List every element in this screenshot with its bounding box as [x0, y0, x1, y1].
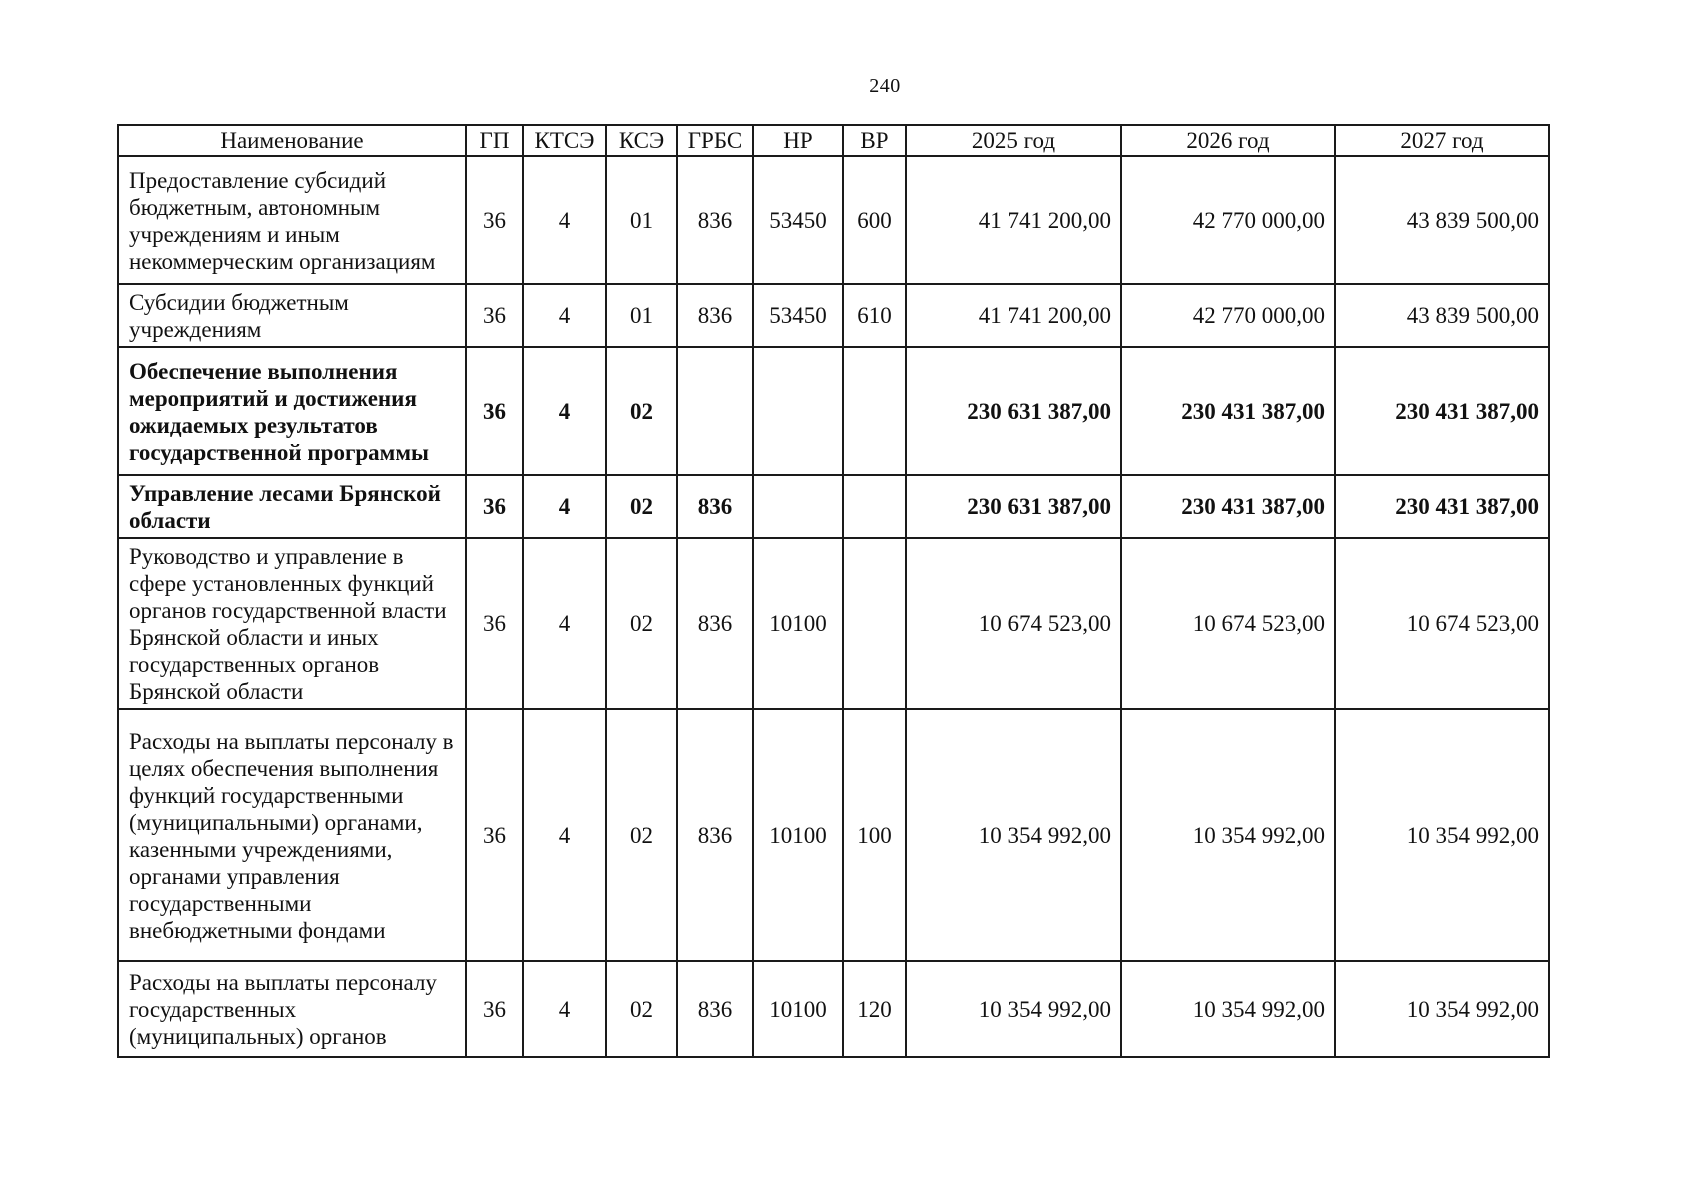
cell-2025: 41 741 200,00: [906, 156, 1121, 284]
cell-ktse: 4: [523, 961, 606, 1057]
cell-grbs: 836: [677, 284, 753, 347]
cell-2026: 10 354 992,00: [1121, 709, 1335, 961]
cell-gp: 36: [466, 709, 523, 961]
cell-ktse: 4: [523, 709, 606, 961]
cell-kse: 02: [606, 347, 677, 475]
table-row: [118, 284, 1549, 347]
cell-2027: 10 354 992,00: [1335, 709, 1549, 961]
cell-2025: 41 741 200,00: [906, 284, 1121, 347]
cell-ktse: 4: [523, 475, 606, 538]
cell-2027: 230 431 387,00: [1335, 475, 1549, 538]
cell-nr: [753, 347, 843, 475]
page-number: 240: [869, 75, 901, 97]
table-row: [118, 475, 1549, 538]
cell-vr: [843, 475, 906, 538]
cell-name: Предоставление субсидий бюджетным, автономным учреждениям и иным некоммерческим организациям: [118, 156, 466, 284]
budget-table: [117, 124, 1550, 1058]
cell-gp: 36: [466, 538, 523, 709]
cell-grbs: 836: [677, 475, 753, 538]
header-2026: 2026 год: [1121, 125, 1335, 156]
cell-2025: 10 354 992,00: [906, 961, 1121, 1057]
table-row: [118, 347, 1549, 475]
cell-nr: 53450: [753, 156, 843, 284]
table-row: [118, 961, 1549, 1057]
header-vr: ВР: [843, 125, 906, 156]
cell-nr: 10100: [753, 538, 843, 709]
cell-vr: [843, 347, 906, 475]
cell-kse: 02: [606, 475, 677, 538]
cell-grbs: 836: [677, 709, 753, 961]
cell-nr: 10100: [753, 709, 843, 961]
cell-name: Обеспечение выполнения мероприятий и достижения ожидаемых результатов государственной программы: [118, 347, 466, 475]
cell-nr: 10100: [753, 961, 843, 1057]
header-2027: 2027 год: [1335, 125, 1549, 156]
cell-name: Субсидии бюджетным учреждениям: [118, 284, 466, 347]
cell-2027: 43 839 500,00: [1335, 156, 1549, 284]
cell-2026: 230 431 387,00: [1121, 475, 1335, 538]
header-nr: НР: [753, 125, 843, 156]
cell-name: Расходы на выплаты персоналу государственных (муниципальных) органов: [118, 961, 466, 1057]
cell-kse: 02: [606, 538, 677, 709]
cell-vr: 600: [843, 156, 906, 284]
cell-ktse: 4: [523, 538, 606, 709]
cell-2026: 10 354 992,00: [1121, 961, 1335, 1057]
cell-name: Управление лесами Брянской области: [118, 475, 466, 538]
cell-vr: 120: [843, 961, 906, 1057]
cell-2027: 43 839 500,00: [1335, 284, 1549, 347]
cell-2025: 10 674 523,00: [906, 538, 1121, 709]
cell-2026: 10 674 523,00: [1121, 538, 1335, 709]
cell-grbs: 836: [677, 156, 753, 284]
cell-2025: 10 354 992,00: [906, 709, 1121, 961]
cell-grbs: 836: [677, 538, 753, 709]
cell-2027: 10 674 523,00: [1335, 538, 1549, 709]
cell-2026: 42 770 000,00: [1121, 156, 1335, 284]
header-2025: 2025 год: [906, 125, 1121, 156]
table-row: [118, 156, 1549, 284]
cell-vr: 100: [843, 709, 906, 961]
table-row: [118, 709, 1549, 961]
header-grbs: ГРБС: [677, 125, 753, 156]
cell-gp: 36: [466, 156, 523, 284]
cell-ktse: 4: [523, 156, 606, 284]
cell-gp: 36: [466, 475, 523, 538]
cell-nr: 53450: [753, 284, 843, 347]
cell-grbs: [677, 347, 753, 475]
cell-2025: 230 631 387,00: [906, 475, 1121, 538]
table-row: [118, 538, 1549, 709]
cell-kse: 02: [606, 709, 677, 961]
cell-2025: 230 631 387,00: [906, 347, 1121, 475]
cell-gp: 36: [466, 961, 523, 1057]
cell-nr: [753, 475, 843, 538]
cell-name: Руководство и управление в сфере установленных функций органов государственной власти Брянской области и иных государственных органов Брянской области: [118, 538, 466, 709]
cell-2027: 10 354 992,00: [1335, 961, 1549, 1057]
cell-2027: 230 431 387,00: [1335, 347, 1549, 475]
cell-vr: [843, 538, 906, 709]
table-header-row: [118, 125, 1549, 156]
cell-gp: 36: [466, 347, 523, 475]
header-kse: КСЭ: [606, 125, 677, 156]
header-name: Наименование: [118, 125, 466, 156]
cell-vr: 610: [843, 284, 906, 347]
cell-grbs: 836: [677, 961, 753, 1057]
cell-2026: 42 770 000,00: [1121, 284, 1335, 347]
cell-name: Расходы на выплаты персоналу в целях обеспечения выполнения функций государственными (муниципальными) органами, казенными учреждениями, органами управления государственными внебюджетными фондами: [118, 709, 466, 961]
cell-kse: 02: [606, 961, 677, 1057]
cell-kse: 01: [606, 156, 677, 284]
cell-kse: 01: [606, 284, 677, 347]
cell-2026: 230 431 387,00: [1121, 347, 1335, 475]
cell-ktse: 4: [523, 284, 606, 347]
cell-gp: 36: [466, 284, 523, 347]
header-ktse: КТСЭ: [523, 125, 606, 156]
header-gp: ГП: [466, 125, 523, 156]
cell-ktse: 4: [523, 347, 606, 475]
